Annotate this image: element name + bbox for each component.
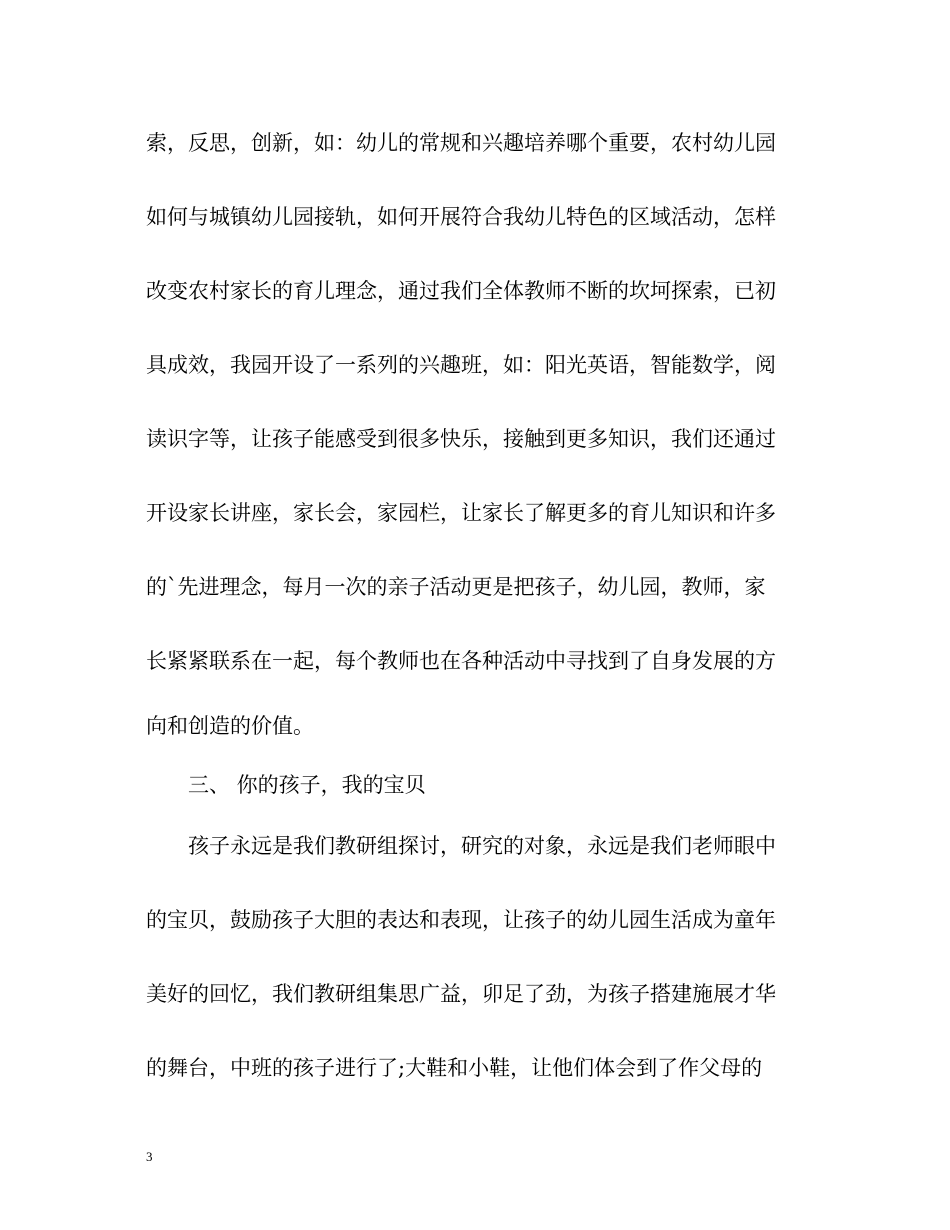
body-text-line: 美好的回忆，我们教研组集思广益，卯足了劲，为孩子搭建施展才华 [146, 982, 776, 1006]
body-text-line: 具成效，我园开设了一系列的兴趣班，如：阳光英语，智能数学，阅 [146, 353, 776, 377]
body-text-line: 的`先进理念，每月一次的亲子活动更是把孩子，幼儿园，教师，家 [146, 575, 766, 599]
body-text-line: 的舞台，中班的孩子进行了;大鞋和小鞋，让他们体会到了作父母的 [146, 1056, 763, 1080]
body-text-line: 开设家长讲座，家长会，家园栏，让家长了解更多的育儿知识和许多 [146, 501, 776, 525]
body-text-line: 的宝贝，鼓励孩子大胆的表达和表现，让孩子的幼儿园生活成为童年 [146, 908, 776, 932]
body-text-line: 改变农村家长的育儿理念，通过我们全体教师不断的坎坷探索，已初 [146, 279, 776, 303]
section-heading: 三、 你的孩子，我的宝贝 [188, 773, 426, 797]
body-text-line: 读识字等，让孩子能感受到很多快乐，接触到更多知识，我们还通过 [146, 427, 776, 451]
body-text-line: 长紧紧联系在一起，每个教师也在各种活动中寻找到了自身发展的方 [146, 649, 776, 673]
body-text-line: 向和创造的价值。 [146, 714, 314, 738]
page-number: 3 [146, 1149, 153, 1164]
body-text-line: 如何与城镇幼儿园接轨，如何开展符合我幼儿特色的区域活动，怎样 [146, 205, 776, 229]
body-text-line: 索，反思，创新，如：幼儿的常规和兴趣培养哪个重要，农村幼儿园 [146, 131, 776, 155]
body-text-line: 孩子永远是我们教研组探讨，研究的对象，永远是我们老师眼中 [188, 834, 776, 858]
